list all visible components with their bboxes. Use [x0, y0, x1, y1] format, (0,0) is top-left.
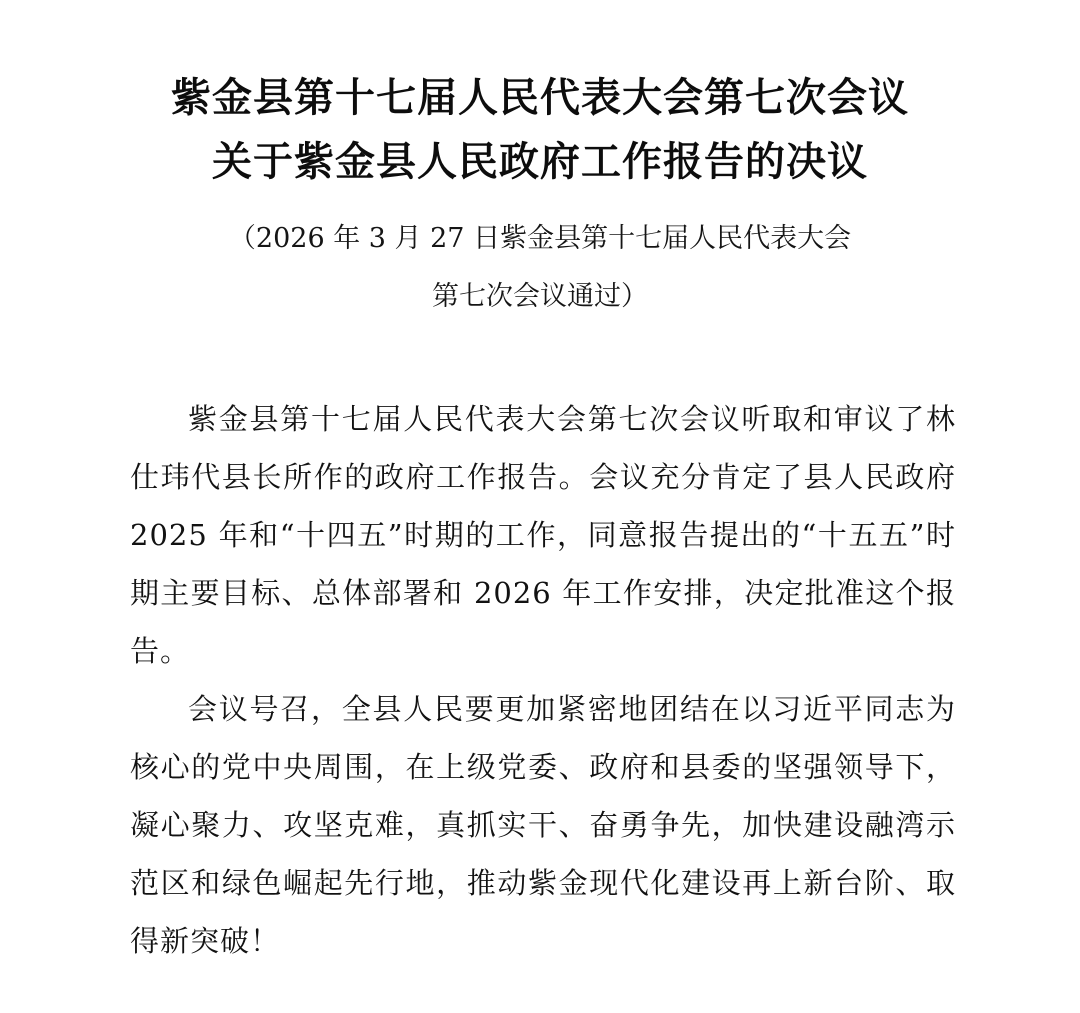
paragraph-call-to-action: 会议号召，全县人民要更加紧密地团结在以习近平同志为核心的党中央周围，在上级党委、政府和县委的坚强领导下，凝心聚力、攻坚克难，真抓实干、奋勇争先，加快建设融湾示范区和绿色崛起先行地，推动紫金现代化建设再上新台阶、取得新突破！: [130, 692, 956, 958]
document-title-line-1: 紫金县第十七届人民代表大会第七次会议: [171, 74, 909, 121]
paragraph-resolution: 紫金县第十七届人民代表大会第七次会议听取和审议了林仕玮代县长所作的政府工作报告。会议充分肯定了县人民政府 2025 年和“十四五”时期的工作，同意报告提出的“十五五”时期主要目标、总体部署和 2026 年工作安排，决定批准这个报告。: [130, 402, 956, 668]
document-subtitle-line-1: （2026 年 3 月 27 日紫金县第十七届人民代表大会: [228, 223, 852, 254]
document-body: [130, 390, 956, 970]
document-title-line-2: 关于紫金县人民政府工作报告的决议: [212, 138, 868, 185]
document-subtitle-line-2: 第七次会议通过）: [432, 281, 648, 312]
